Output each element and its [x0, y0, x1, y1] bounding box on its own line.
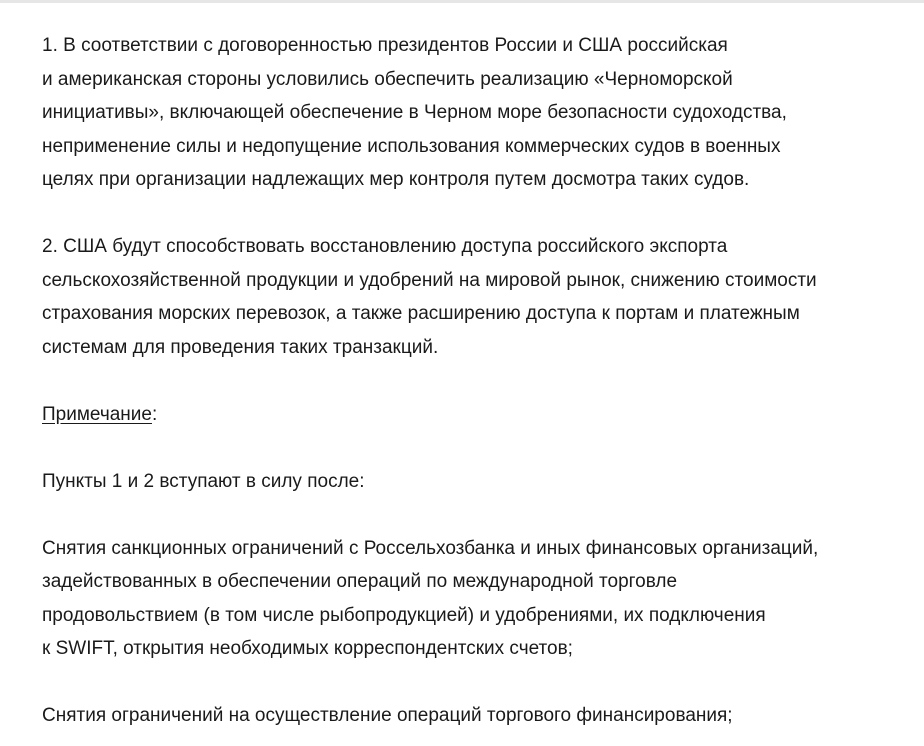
note-colon: : — [151, 403, 158, 425]
condition-trade-finance — [42, 699, 902, 733]
text-line: неприменение силы и недопущение использования коммерческих судов в военных — [42, 135, 781, 157]
top-divider — [0, 0, 924, 3]
condition-sanctions — [42, 532, 902, 666]
text-line: системам для проведения таких транзакций. — [42, 336, 439, 358]
text-line: к SWIFT, открытия необходимых корреспондентских счетов; — [42, 638, 573, 659]
text-line: сельскохозяйственной продукции и удобрений на мировой рынок, снижению стоимости — [42, 269, 817, 291]
paragraph-point-2 — [42, 230, 902, 364]
text-line: 1. В соответствии с договоренностью президентов России и США российская — [42, 35, 728, 56]
paragraph-spacer — [42, 364, 902, 398]
text-line: целях при организации надлежащих мер контроля путем досмотра таких судов. — [42, 169, 750, 190]
note-label: Примечание — [42, 403, 152, 425]
paragraph-spacer — [42, 498, 902, 532]
note-heading — [42, 398, 902, 432]
paragraph-spacer — [42, 197, 902, 231]
document-body — [42, 29, 902, 733]
text-line: Снятия санкционных ограничений с Россельхозбанка и иных финансовых организаций, — [42, 537, 819, 559]
text-line: инициативы», включающей обеспечение в Черном море безопасности судоходства, — [42, 102, 787, 123]
text-line: продовольствием (в том числе рыбопродукцией) и удобрениями, их подключения — [42, 604, 766, 626]
paragraph-point-1 — [42, 29, 902, 197]
text-line: Снятия ограничений на осуществление операций торгового финансирования; — [42, 705, 733, 726]
conditions-intro: Пункты 1 и 2 вступают в силу после: — [42, 470, 365, 492]
paragraph-spacer — [42, 431, 902, 465]
paragraph-spacer — [42, 666, 902, 700]
text-line: страхования морских перевозок, а также расширению доступа к портам и платежным — [42, 303, 800, 324]
text-line: задействованных в обеспечении операций по международной торговле — [42, 571, 678, 592]
text-line: 2. США будут способствовать восстановлению доступа российского экспорта — [42, 236, 728, 257]
text-line: и американская стороны условились обеспечить реализацию «Черноморской — [42, 68, 733, 90]
